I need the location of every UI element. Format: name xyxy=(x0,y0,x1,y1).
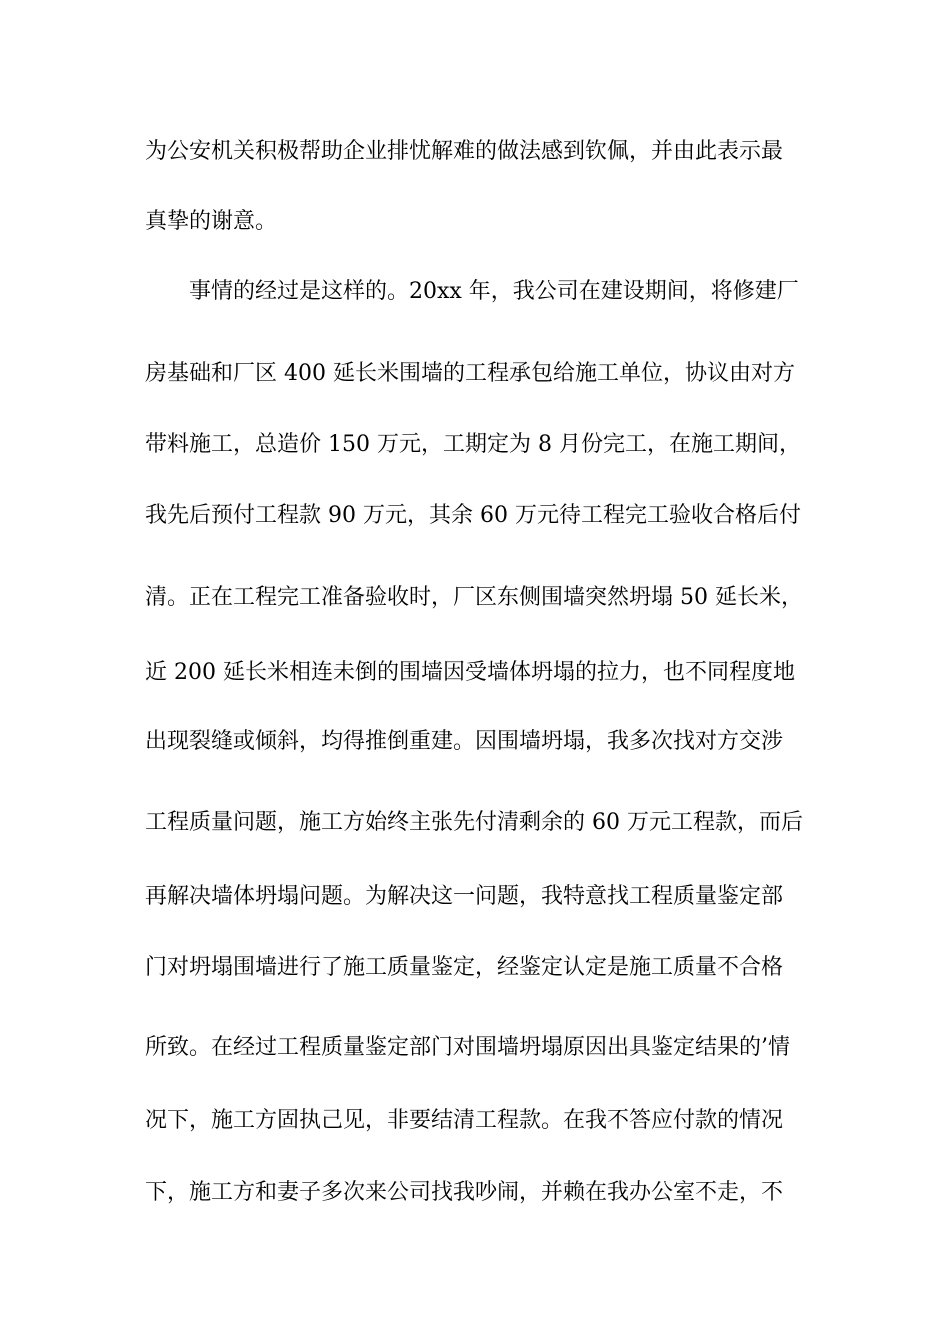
text-line-4: 房基础和厂区 400 延长米围墙的工程承包给施工单位，协议由对方 xyxy=(145,361,795,386)
text-line-8: 近 200 延长米相连未倒的围墙因受墙体坍塌的拉力，也不同程度地 xyxy=(145,660,795,685)
text-line-2: 真挚的谢意。 xyxy=(145,209,278,234)
text-line-5: 带料施工，总造价 150 万元，工期定为 8 月份完工，在施工期间， xyxy=(145,432,801,457)
text-line-9: 出现裂缝或倾斜，均得推倒重建。因围墙坍塌，我多次找对方交涉 xyxy=(145,729,784,754)
text-line-7: 清。正在工程完工准备验收时，厂区东侧围墙突然坍塌 50 延长米， xyxy=(145,585,803,610)
text-line-6: 我先后预付工程款 90 万元，其余 60 万元待工程完工验收合格后付 xyxy=(145,503,801,528)
text-line-3-paragraph-start: 事情的经过是这样的。20xx 年，我公司在建设期间，将修建厂 xyxy=(189,279,799,304)
text-line-15: 下，施工方和妻子多次来公司找我吵闹，并赖在我办公室不走，不 xyxy=(145,1180,784,1205)
text-line-11: 再解决墙体坍塌问题。为解决这一问题，我特意找工程质量鉴定部 xyxy=(145,884,784,909)
text-line-1: 为公安机关积极帮助企业排忧解难的做法感到钦佩，并由此表示最 xyxy=(145,139,784,164)
text-line-14: 况下，施工方固执己见，非要结清工程款。在我不答应付款的情况 xyxy=(145,1108,784,1133)
text-line-13: 所致。在经过工程质量鉴定部门对围墙坍塌原因出具鉴定结果的’情 xyxy=(145,1035,790,1060)
text-line-10: 工程质量问题，施工方始终主张先付清剩余的 60 万元工程款，而后 xyxy=(145,810,803,835)
text-line-12: 门对坍塌围墙进行了施工质量鉴定，经鉴定认定是施工质量不合格 xyxy=(145,955,784,980)
